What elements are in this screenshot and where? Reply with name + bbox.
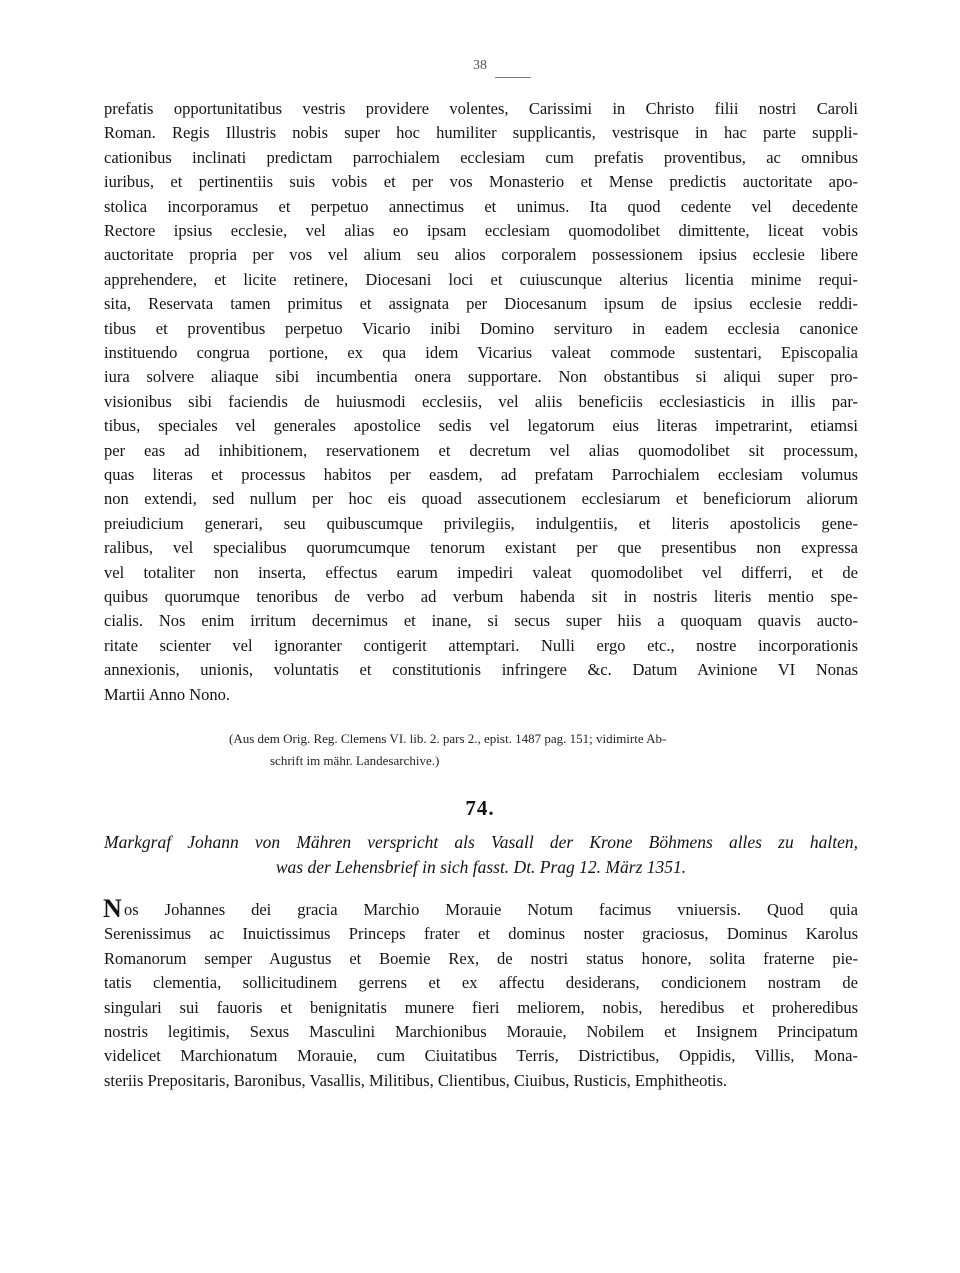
text-line: cationibus inclinati predictam parrochialem ecclesiam cum prefatis proventibus, ac omnibus <box>104 147 858 167</box>
page-number: 38 <box>473 58 487 73</box>
text-line: singulari sui fauoris et benignitatis munere fieri meliorem, nobis, heredibus et proheredibus <box>104 997 858 1017</box>
document-heading-line: Markgraf Johann von Mähren verspricht als Vasall der Krone Böhmens alles zu halten, <box>104 832 858 852</box>
text-line: sita, Reservata tamen primitus et assignata per Diocesanum ipsum de ipsius ecclesie reddi- <box>104 294 858 314</box>
text-line: apprehendere, et licite retinere, Diocesani loci et cuiuscunque alterius licentia minime requi- <box>104 269 858 289</box>
text-line: vel totaliter non inserta, effectus earum impediri valeat quomodolibet vel differri, et de <box>104 562 858 582</box>
text-line: quas literas et processus habitos per easdem, ad prefatam Parrochialem ecclesiam volumus <box>104 465 858 484</box>
text-line: stolica incorporamus et perpetuo annectimus et unimus. Ita quod cedente vel decedente <box>104 196 858 216</box>
document-heading-line: was der Lehensbrief in sich fasst. Dt. Prag 12. März 1351. <box>275 857 687 877</box>
text-line: iura solvere aliaque sibi incumbentia onera supportare. Non obstantibus si aliqui super pro- <box>104 367 858 387</box>
text-line: Roman. Regis Illustris nobis super hoc humiliter supplicantis, vestrisque in hac parte suppli- <box>104 123 858 143</box>
text-line: preiudicium generari, seu quibuscumque privilegiis, indulgentiis, et literis apostolicis gene- <box>104 513 858 533</box>
text-line: tibus et proventibus perpetuo Vicario inibi Domino servituro in eadem ecclesia canonice <box>104 318 858 338</box>
text-line: iuribus, et pertinentiis suis vobis et per vos Monasterio et Mense predictis auctoritate apo- <box>104 172 858 192</box>
text-line: Romanorum semper Augustus et Boemie Rex, de nostri status honore, solita fraterne pie- <box>104 948 858 968</box>
text-line: tibus, speciales vel generales apostolice sedis vel legatorum eius literas impetrarint, etiamsi <box>104 416 858 436</box>
text-line: annexionis, unionis, voluntatis et constitutionis infringere &c. Datum Avinione VI Nonas <box>104 660 858 680</box>
text-line: non extendi, sed nullum per hoc eis quoad assecutionem ecclesiarum et beneficiorum aliorum <box>104 489 858 509</box>
text-line: Serenissimus ac Inuictissimus Princeps frater et dominus noster graciosus, Dominus Karolus <box>104 924 858 944</box>
text-line: ralibus, vel specialibus quorumcumque tenorum existant per que presentibus non expressa <box>104 538 858 558</box>
text-line: cialis. Nos enim irritum decernimus et inane, si secus super hiis a quoquam quavis aucto- <box>104 611 858 631</box>
text-line: visionibus sibi faciendis de huiusmodi ecclesiis, vel aliis beneficiis ecclesiasticis in illis par- <box>104 391 858 411</box>
text-line: tatis clementia, sollicitudinem gerrens et ex affectu desiderans, condicionem nostram de <box>104 973 858 993</box>
text-line: Martii Anno Nono. <box>104 684 231 704</box>
text-line: instituendo congrua portione, ex qua idem Vicarius valeat commode sustentari, Episcopalia <box>104 343 858 362</box>
text-line: videlicet Marchionatum Morauie, cum Ciuitatibus Terris, Districtibus, Oppidis, Villis, Mona- <box>104 1046 858 1066</box>
source-note-line: schrift im mähr. Landesarchive.) <box>270 753 440 768</box>
text-line: os Johannes dei gracia Marchio Morauie Notum facimus vniuersis. Quod quia <box>124 900 858 919</box>
text-line: Rectore ipsius ecclesie, vel alias eo ipsam ecclesiam quomodolibet dimittente, liceat vobis <box>104 221 858 240</box>
source-note-line: (Aus dem Orig. Reg. Clemens VI. lib. 2. pars 2., epist. 1487 pag. 151; vidimirte Ab- <box>229 731 667 746</box>
initial-letter: N <box>103 894 121 923</box>
text-line: per eas ad inhibitionem, reservationem et decretum vel alias quomodolibet sit processum, <box>104 440 858 460</box>
text-line: prefatis opportunitatibus vestris providere volentes, Carissimi in Christo filii nostri Caroli <box>104 99 858 118</box>
text-line: auctoritate propria per vos vel alium seu alios corporalem possessionem ipsius ecclesie libere <box>104 245 858 265</box>
page-number-rule <box>495 77 531 78</box>
text-line: steriis Prepositaris, Baronibus, Vasallis, Militibus, Clientibus, Ciuibus, Rusticis, Emphitheotis. <box>104 1070 728 1090</box>
text-line: ritate scienter vel ignoranter contigerit attemptari. Nulli ergo etc., nostre incorporationis <box>104 635 858 655</box>
text-line: nostris legitimis, Sexus Masculini Marchionibus Morauie, Nobilem et Insignem Principatum <box>104 1022 858 1041</box>
text-line: quibus quorumque tenoribus de verbo ad verbum habenda sit in nostris literis mentio spe- <box>104 587 858 606</box>
document-number: 74. <box>465 796 495 820</box>
